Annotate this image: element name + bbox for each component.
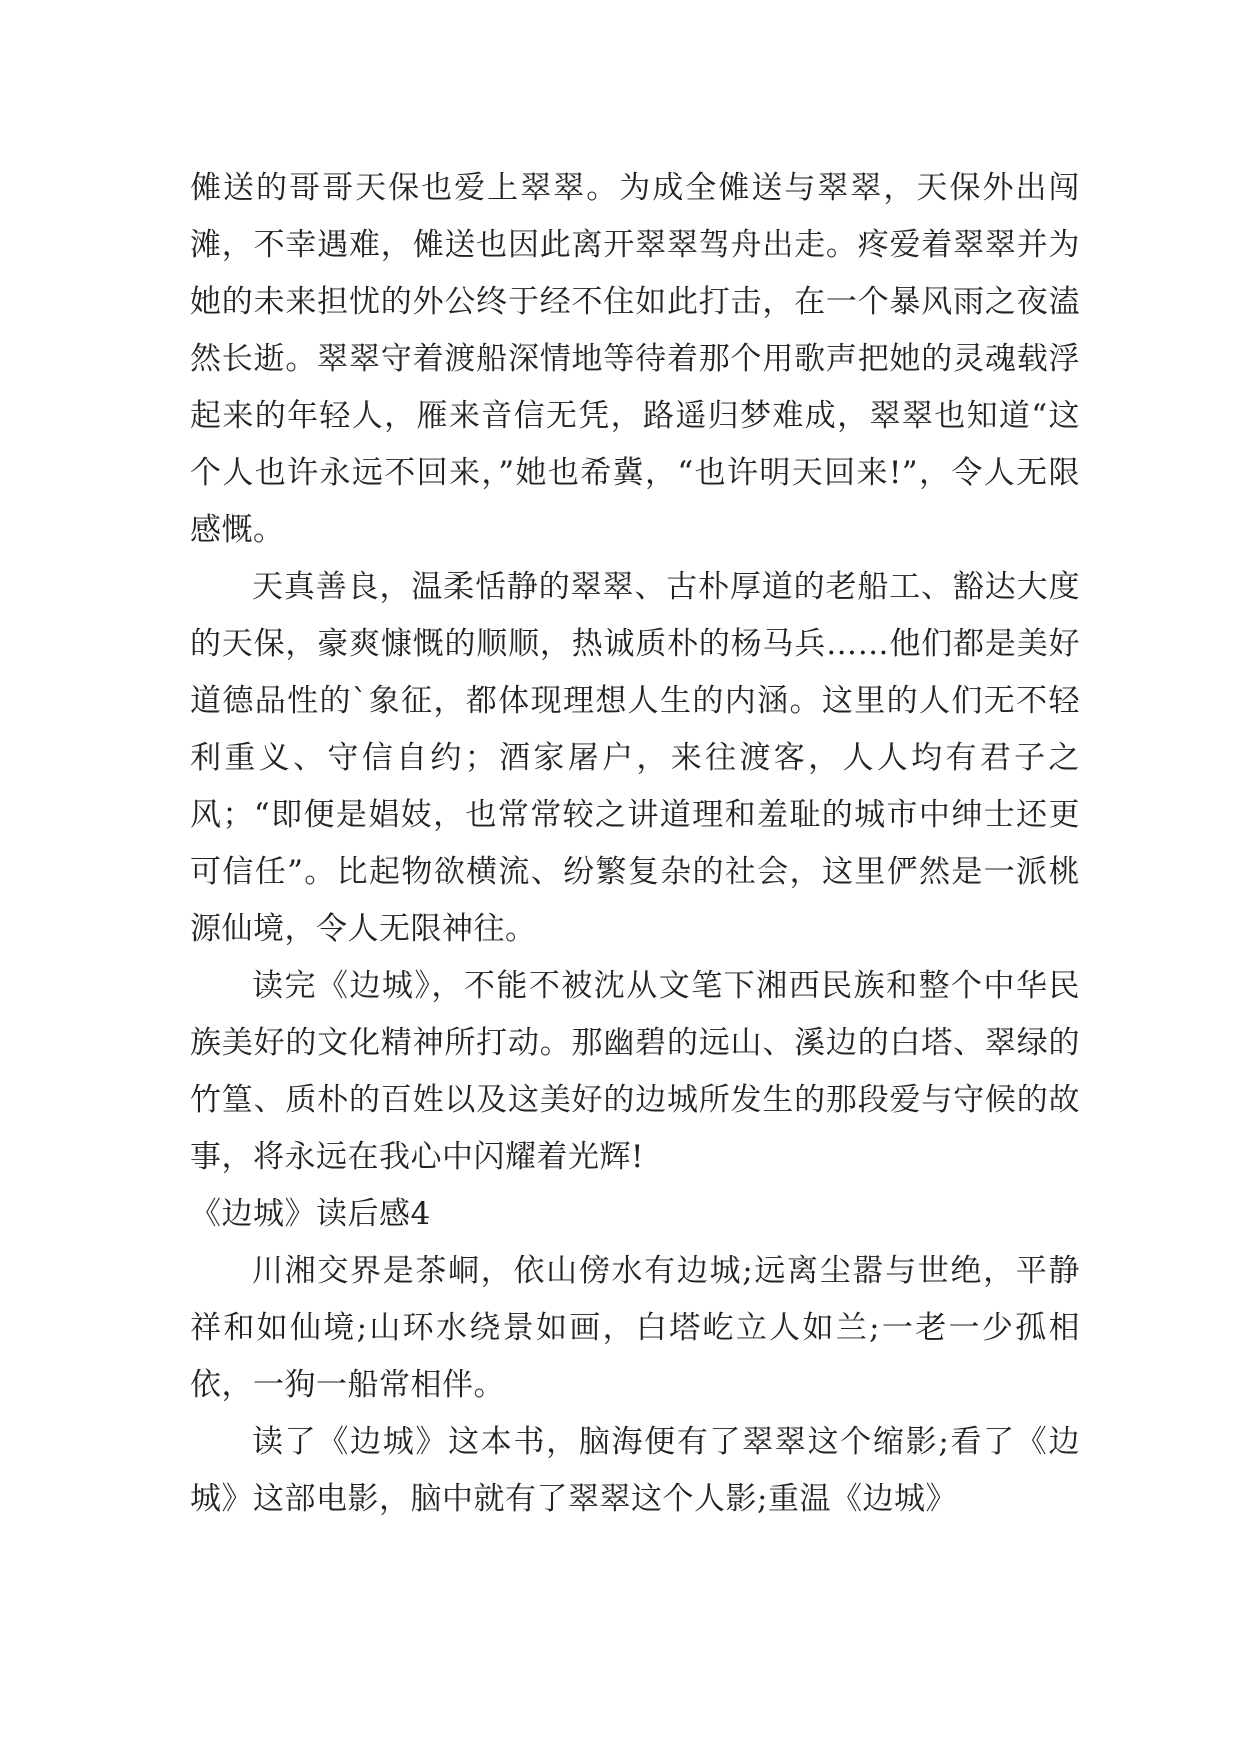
section-heading: 《边城》读后感4 (190, 1196, 431, 1232)
paragraph-2: 天真善良，温柔恬静的翠翠、古朴厚道的老船工、豁达大度的天保，豪爽慷慨的顺顺，热诚质朴的杨马兵……他们都是美好道德品性的`象征，都体现理想人生的内涵。这里的人们无不轻利重义、守信自约；酒家屠户，来往渡客，人人均有君子之风；“即便是娼妓，也常常较之讲道理和羞耻的城市中绅士还更可信任”。比起物欲横流、纷繁复杂的社会，这里俨然是一派桃源仙境，令人无限神往。 (190, 569, 1080, 947)
paragraph-5: 读了《边城》这本书，脑海便有了翠翠这个缩影;看了《边城》这部电影，脑中就有了翠翠这个人影;重温《边城》 (190, 1424, 1080, 1517)
paragraph-3: 读完《边城》，不能不被沈从文笔下湘西民族和整个中华民族美好的文化精神所打动。那幽碧的远山、溪边的白塔、翠绿的竹篁、质朴的百姓以及这美好的边城所发生的那段爱与守候的故事，将永远在我心中闪耀着光辉! (190, 968, 1080, 1175)
paragraph-4: 川湘交界是茶峒，依山傍水有边城;远离尘嚣与世绝，平静祥和如仙境;山环水绕景如画，白塔屹立人如兰;一老一少孤相依，一狗一船常相伴。 (190, 1253, 1080, 1403)
paragraph-1: 傩送的哥哥天保也爱上翠翠。为成全傩送与翠翠，天保外出闯滩，不幸遇难，傩送也因此离开翠翠驾舟出走。疼爱着翠翠并为她的未来担忧的外公终于经不住如此打击，在一个暴风雨之夜溘然长逝。翠翠守着渡船深情地等待着那个用歌声把她的灵魂载浮起来的年轻人，雁来音信无凭，路遥归梦难成，翠翠也知道“这个人也许永远不回来，”她也希冀，“也许明天回来!”，令人无限感慨。 (190, 170, 1080, 548)
document-page (190, 160, 1080, 1528)
